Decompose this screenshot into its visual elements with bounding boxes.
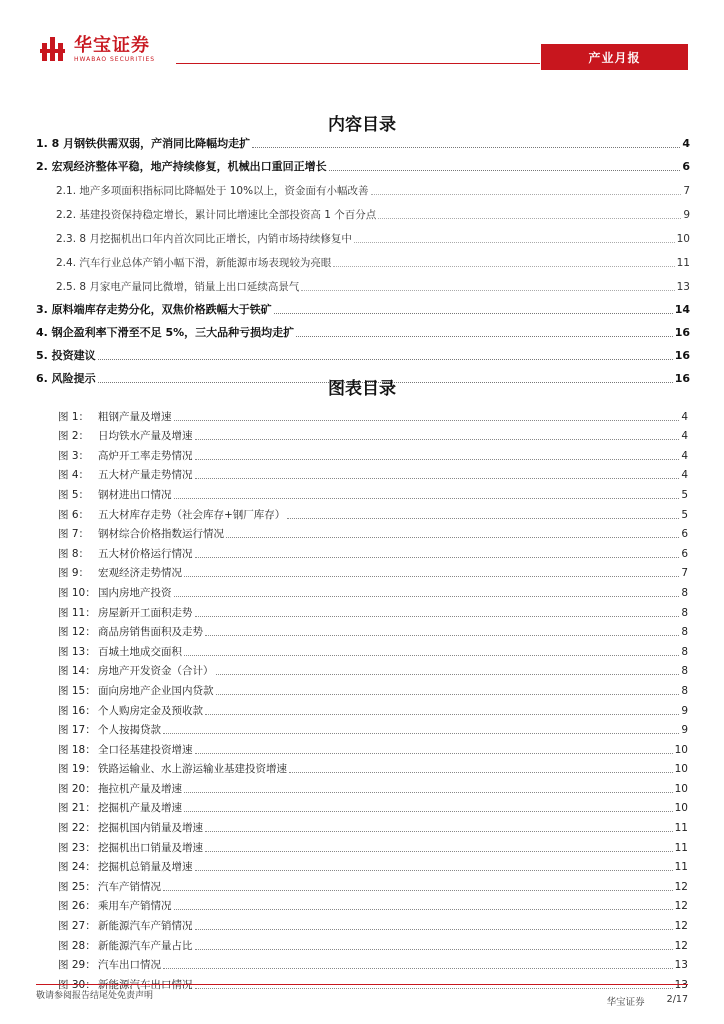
leader-dots [333, 265, 674, 267]
figure-page: 9 [681, 724, 688, 737]
figure-page [675, 979, 688, 992]
figure-entry[interactable] [58, 541, 688, 561]
figure-label: 汽车产销情况 [98, 880, 161, 893]
figure-label: 商品房销售面积及走势 [98, 626, 203, 639]
figure-label: 房地产开发资金（合计） [98, 665, 214, 678]
figure-entry[interactable] [58, 874, 688, 894]
toc-entry-page: 10 [676, 233, 690, 245]
figure-entry[interactable] [58, 482, 688, 502]
leader-dots [195, 557, 680, 558]
figure-number: 图 2： [58, 430, 90, 443]
footer-company: 华宝证券 [606, 997, 645, 1008]
leader-dots [174, 498, 680, 499]
figure-entry[interactable] [58, 443, 688, 463]
figure-label: 五大材产量走势情况 [98, 469, 193, 482]
figure-entry[interactable] [58, 698, 688, 718]
leader-dots [216, 694, 680, 695]
figure-entry[interactable] [58, 678, 688, 698]
logo-brand-en: HWABAO SECURITIES [74, 56, 156, 63]
toc-entry-label: 5. 投资建议 [36, 349, 96, 362]
toc-title: 内容目录 [328, 115, 396, 135]
leader-dots [378, 217, 681, 219]
figure-list [58, 404, 688, 992]
leader-dots [184, 811, 673, 812]
figure-page: 12 [674, 939, 688, 952]
toc-entry-page: 6 [682, 160, 690, 173]
leader-dots [174, 596, 680, 597]
leader-dots [195, 949, 673, 950]
figure-label: 粗钢产量及增速 [98, 410, 172, 423]
figure-entry[interactable] [58, 561, 688, 581]
leader-dots [163, 968, 673, 969]
figure-number: 图 29： [58, 959, 96, 972]
figure-number: 图 5： [58, 488, 90, 501]
company-logo [40, 36, 155, 64]
figure-label: 宏观经济走势情况 [98, 567, 182, 580]
figure-entry[interactable] [58, 894, 688, 914]
leader-dots [195, 870, 673, 871]
figure-entry[interactable] [58, 424, 688, 444]
figure-entry[interactable] [58, 502, 688, 522]
toc-entry-page: 16 [674, 349, 690, 362]
figure-entry[interactable] [58, 580, 688, 600]
leader-dots [287, 518, 679, 519]
toc-entry[interactable] [36, 222, 690, 246]
figure-label: 日均铁水产量及增速 [98, 430, 193, 443]
figure-page: 10 [674, 782, 688, 795]
leader-dots [371, 193, 682, 195]
toc-entry-label: 2.5. 8 月家电产量同比微增，销量上出口延续高景气 [56, 281, 300, 293]
toc-entry-label: 2. 宏观经济整体平稳，地产持续修复，机械出口重回正增长 [36, 160, 327, 173]
leader-dots [195, 478, 680, 479]
figure-page: 11 [674, 841, 688, 854]
figure-page: 4 [681, 410, 688, 423]
leader-dots [301, 289, 674, 291]
toc-entry-label: 6. 风险提示 [36, 372, 96, 385]
toc-entry[interactable] [36, 128, 690, 151]
figure-number: 图 27： [58, 920, 96, 933]
figure-label: 五大材库存走势（社会库存+钢厂库存） [98, 508, 286, 521]
toc-entry-page: 7 [683, 185, 690, 197]
figure-page: 8 [681, 626, 688, 639]
leader-dots [163, 733, 679, 734]
figure-page: 7 [681, 567, 688, 580]
leader-dots [205, 831, 673, 832]
header-divider [176, 63, 540, 64]
leader-dots [174, 420, 680, 421]
figure-number: 图 20： [58, 782, 96, 795]
figure-entry[interactable] [58, 659, 688, 679]
figure-label: 全口径基建投资增速 [98, 743, 193, 756]
page-header [0, 0, 724, 80]
figure-number: 图 14： [58, 665, 96, 678]
footer-disclaimer: 敬请参阅报告结尾处免责声明 [36, 991, 154, 1001]
leader-dots [205, 851, 673, 852]
figure-entry[interactable] [58, 776, 688, 796]
figure-number: 图 10： [58, 586, 96, 599]
figure-label: 挖掘机产量及增速 [98, 802, 182, 815]
figure-number: 图 16： [58, 704, 96, 717]
figure-page: 11 [674, 861, 688, 874]
figure-number: 图 17： [58, 724, 96, 737]
figure-page: 6 [681, 547, 688, 560]
figure-number: 图 9： [58, 567, 90, 580]
figure-page: 8 [681, 606, 688, 619]
figure-label: 新能源汽车产量占比 [98, 939, 193, 952]
leader-dots [296, 335, 673, 337]
figure-number: 图 19： [58, 763, 96, 776]
leader-dots [98, 358, 673, 360]
leader-dots [163, 890, 673, 891]
toc-entry-page: 16 [674, 372, 690, 385]
figure-number: 图 28： [58, 939, 96, 952]
figure-page: 12 [674, 900, 688, 913]
figure-page: 4 [681, 430, 688, 443]
toc-entry-page: 14 [674, 303, 690, 316]
figure-label: 房屋新开工面积走势 [98, 606, 193, 619]
leader-dots [289, 772, 673, 773]
toc-entry-label: 2.1. 地产多项面积指标同比降幅处于 10%以上，资金面有小幅改善 [56, 185, 369, 197]
figure-page: 8 [681, 665, 688, 678]
figure-page: 4 [681, 469, 688, 482]
toc-entry-page: 13 [676, 281, 690, 293]
leader-dots [216, 674, 680, 675]
figure-label: 乘用车产销情况 [98, 900, 172, 913]
toc-entry[interactable] [36, 151, 690, 174]
figure-entry[interactable] [58, 737, 688, 757]
figure-page: 6 [681, 528, 688, 541]
leader-dots [274, 312, 673, 314]
footer-right [607, 994, 688, 1008]
figure-number: 图 6： [58, 508, 90, 521]
figure-entry[interactable] [58, 855, 688, 875]
figure-entry[interactable] [58, 600, 688, 620]
figure-number: 图 23： [58, 841, 96, 854]
leader-dots [184, 792, 673, 793]
leader-dots [195, 439, 680, 440]
figure-number: 图 15： [58, 684, 96, 697]
leader-dots [354, 241, 675, 243]
figure-label: 铁路运输业、水上游运输业基建投资增速 [98, 763, 287, 776]
footer-divider [36, 984, 688, 985]
figure-number: 图 1： [58, 410, 90, 423]
figure-label: 拖拉机产量及增速 [98, 782, 182, 795]
figure-page: 4 [681, 449, 688, 462]
toc-entry-page: 16 [674, 326, 690, 339]
leader-dots [226, 537, 679, 538]
figure-label: 高炉开工率走势情况 [98, 449, 193, 462]
toc-entry-page: 11 [676, 257, 690, 269]
figure-number: 图 21： [58, 802, 96, 815]
figure-label: 挖掘机出口销量及增速 [98, 841, 203, 854]
toc-entry-label: 2.4. 汽车行业总体产销小幅下滑，新能源市场表现较为亮眼 [56, 257, 332, 269]
logo-brand-cn: 华宝证券 [74, 35, 150, 56]
leader-dots [184, 576, 679, 577]
table-of-contents [36, 128, 690, 386]
figure-page: 8 [681, 684, 688, 697]
figure-label: 面向房地产企业国内贷款 [98, 684, 214, 697]
toc-entry[interactable] [36, 340, 690, 363]
figure-number: 图 13： [58, 645, 96, 658]
figure-number: 图 25： [58, 880, 96, 893]
figure-number: 图 18： [58, 743, 96, 756]
figures-title: 图表目录 [328, 379, 396, 399]
leader-dots [195, 616, 680, 617]
figure-page: 12 [674, 920, 688, 933]
figure-number: 图 12： [58, 626, 96, 639]
figure-entry[interactable] [58, 463, 688, 483]
figure-page: 12 [674, 880, 688, 893]
figure-page: 5 [681, 488, 688, 501]
toc-entry[interactable] [36, 198, 690, 222]
figure-entry[interactable] [58, 639, 688, 659]
figure-page: 10 [674, 743, 688, 756]
figure-entry[interactable] [58, 815, 688, 835]
leader-dots [329, 169, 681, 171]
report-type-badge: 产业月报 [541, 44, 688, 70]
figure-number: 图 24： [58, 861, 96, 874]
leader-dots [195, 988, 673, 989]
figure-number: 图 3： [58, 449, 90, 462]
figure-label: 国内房地产投资 [98, 586, 172, 599]
leader-dots [195, 753, 673, 754]
figure-entry[interactable] [58, 953, 688, 973]
figure-label: 五大材价格运行情况 [98, 547, 193, 560]
toc-entry-label: 3. 原料端库存走势分化，双焦价格跌幅大于铁矿 [36, 303, 272, 316]
figure-page: 9 [681, 704, 688, 717]
figure-entry[interactable] [58, 796, 688, 816]
figure-entry[interactable] [58, 913, 688, 933]
toc-entry-label: 1. 8 月钢铁供需双弱，产消同比降幅均走扩 [36, 137, 251, 150]
figure-label: 新能源汽车产销情况 [98, 920, 193, 933]
figure-entry[interactable] [58, 835, 688, 855]
figure-label: 个人按揭贷款 [98, 724, 161, 737]
leader-dots [195, 929, 673, 930]
figure-number: 图 8： [58, 547, 90, 560]
figure-label: 钢材综合价格指数运行情况 [98, 528, 224, 541]
toc-entry-label: 2.2. 基建投资保持稳定增长，累计同比增速比全部投资高 1 个百分点 [56, 209, 377, 221]
toc-entry-page: 9 [683, 209, 690, 221]
figure-page: 13 [674, 959, 688, 972]
leader-dots [205, 714, 679, 715]
leader-dots [195, 459, 680, 460]
toc-entry-label: 4. 钢企盈利率下滑至不足 5%，三大品种亏损均走扩 [36, 326, 295, 339]
toc-entry[interactable] [36, 317, 690, 340]
figure-entry[interactable] [58, 757, 688, 777]
figure-page: 8 [681, 586, 688, 599]
figure-page: 11 [674, 822, 688, 835]
figure-label: 个人购房定金及预收款 [98, 704, 203, 717]
figure-page: 10 [674, 763, 688, 776]
toc-entry-label: 2.3. 8 月挖掘机出口年内首次同比正增长，内销市场持续修复中 [56, 233, 352, 245]
figure-page: 8 [681, 645, 688, 658]
toc-entry-page: 4 [682, 137, 690, 150]
leader-dots [205, 635, 679, 636]
figure-label: 百城土地成交面积 [98, 645, 182, 658]
figure-label: 挖掘机总销量及增速 [98, 861, 193, 874]
figure-entry[interactable] [58, 522, 688, 542]
figure-number: 图 26： [58, 900, 96, 913]
figure-number: 图 4： [58, 469, 90, 482]
figure-label: 钢材进出口情况 [98, 488, 172, 501]
figure-page: 5 [681, 508, 688, 521]
toc-entry[interactable] [36, 270, 690, 294]
toc-entry[interactable] [36, 246, 690, 270]
leader-dots [184, 655, 679, 656]
leader-dots [252, 146, 680, 148]
figure-number: 图 22： [58, 822, 96, 835]
figure-label: 挖掘机国内销量及增速 [98, 822, 203, 835]
page-indicator: 2/17 [666, 994, 688, 1005]
figure-page: 10 [674, 802, 688, 815]
figure-entry[interactable] [58, 620, 688, 640]
logo-mark-icon [40, 37, 68, 63]
leader-dots [174, 909, 673, 910]
figure-entry[interactable] [58, 404, 688, 424]
toc-entry[interactable] [36, 174, 690, 198]
figure-entry[interactable] [58, 933, 688, 953]
figure-label: 汽车出口情况 [98, 959, 161, 972]
figure-number: 图 11： [58, 606, 96, 619]
figure-entry[interactable] [58, 718, 688, 738]
toc-entry[interactable] [36, 294, 690, 317]
figure-number: 图 7： [58, 528, 90, 541]
